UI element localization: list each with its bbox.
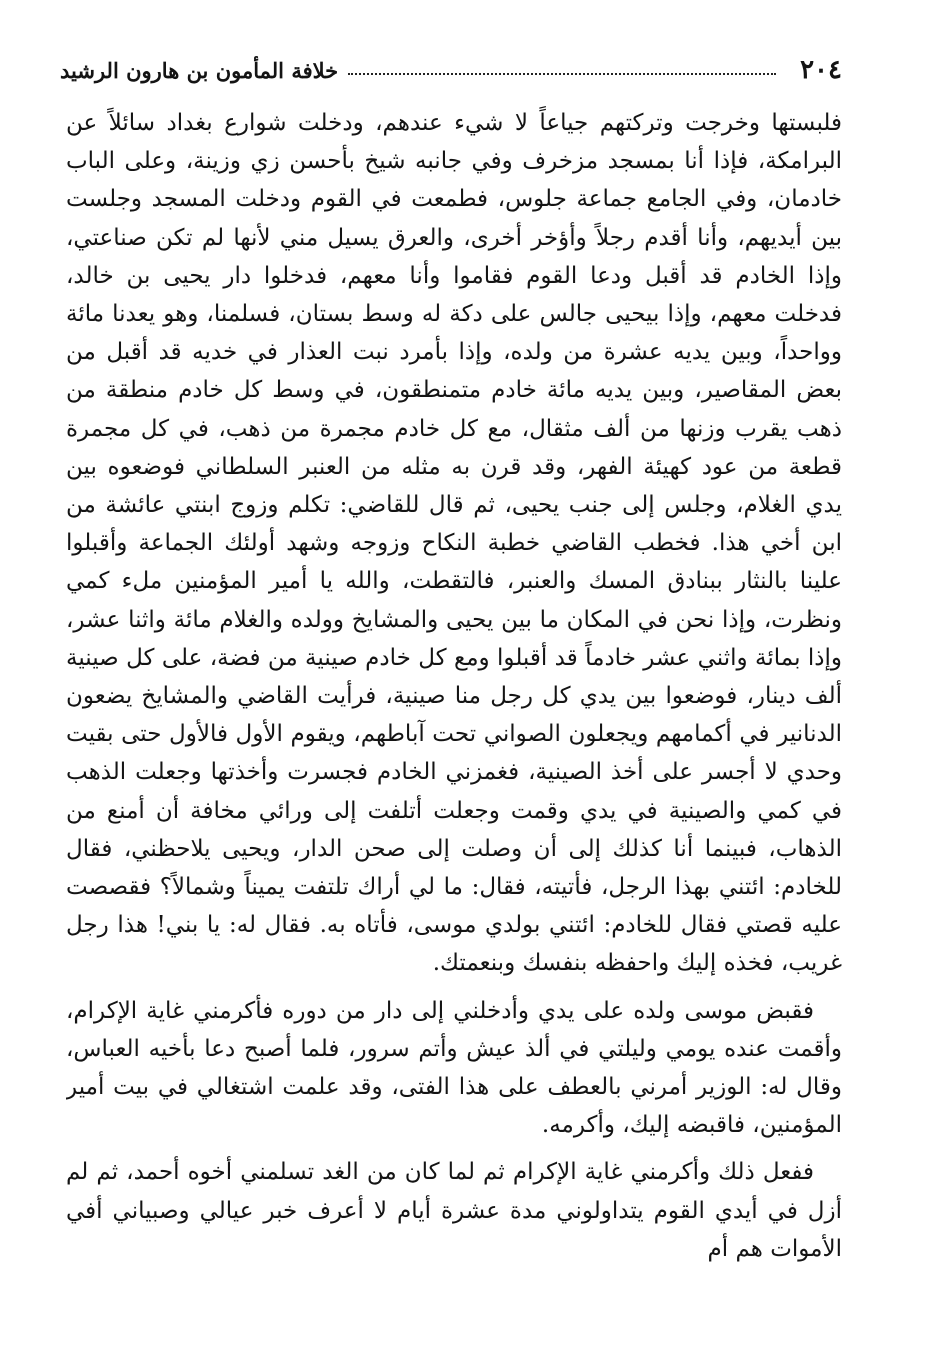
page-number: ٢٠٤ — [800, 55, 842, 85]
header-dotted-leader — [348, 73, 776, 75]
body-text — [66, 104, 842, 1354]
paragraph: فقبض موسى ولده على يدي وأدخلني إلى دار من دوره فأكرمني غاية الإكرام، وأقمت عنده يومي وليلتي في ألذ عيش وأتم سرور، فلما أصبح دعا بأخيه العباس، وقال له: الوزير أمرني بالعطف على هذا الفتى، وقد علمت اشتغالي في بيت أمير المؤمنين، فاقبضه إليك، وأكرمه. — [66, 997, 842, 1139]
page-header — [60, 50, 842, 90]
running-title: خلافة المأمون بن هارون الرشيد — [60, 57, 339, 83]
paragraph: فلبستها وخرجت وتركتهم جياعاً لا شيء عندهم، ودخلت شوارع بغداد سائلاً عن البرامكة، فإذا أنا بمسجد مزخرف وفي جانبه شيخ بأحسن زي وزينة، وعلى الباب خادمان، وفي الجامع جماعة جلوس، فطمعت في القوم ودخلت المسجد وجلست بين أيديهم، وأنا أقدم رجلاً وأؤخر أخرى، والعرق يسيل مني لأنها لم تكن صناعتي، وإذا الخادم قد أقبل ودعا القوم فقاموا وأنا معهم، فدخلوا دار يحيى بن خالد، فدخلت معهم، وإذا بيحيى جالس على دكة له وسط بستان، فسلمنا، وهو يعدنا مائة وواحداً، وبين يديه عشرة من ولده، وإذا بأمرد نبت العذار في خديه قد أقبل من بعض المقاصير، وبين يديه مائة خادم متمنطقون، في وسط كل خادم منطقة من ذهب يقرب وزنها من ألف مثقال، مع كل خادم مجمرة من ذهب، في كل مجمرة قطعة من عود كهيئة الفهر، وقد قرن به مثله من العنبر السلطاني فوضعوه بين يدي الغلام، وجلس إلى جنب يحيى، ثم قال للقاضي: تكلم وزوج ابنتي عائشة من ابن أخي هذا. فخطب القاضي خطبة النكاح وزوجه وشهد أولئك الجماعة وأقبلوا علينا بالنثار ببنادق المسك والعنبر، فالتقطت، والله يا أمير المؤمنين ملء كمي ونظرت، وإذا نحن في المكان ما بين يحيى والمشايخ وولده والغلام مائة واثنا عشر، وإذا بمائة واثني عشر خادماً قد أقبلوا ومع كل خادم صينية من فضة، على كل صينية ألف دينار، فوضعوا بين يدي كل رجل منا صينية، فرأيت القاضي والمشايخ يضعون الدنانير في أكمامهم ويجعلون الصواني تحت آباطهم، ويقوم الأول فالأول حتى بقيت وحدي لا أجسر على أخذ الصينية، فغمزني الخادم فجسرت وأخذتها وجعلت الذهب في كمي والصينية في يدي وقمت وجعلت أتلفت إلى ورائي مخافة أن أمنع من الذهاب، فبينما أنا كذلك إلى أن وصلت إلى صحن الدار، ويحيى يلاحظني، فقال للخادم: ائتني بهذا الرجل، فأتيته، فقال: ما لي أراك تلتفت يميناً وشمالاً؟ فقصصت عليه قصتي فقال للخادم: ائتني بولدي موسى، فأتاه به. فقال له: يا بني! هذا رجل غريب، فخذه إليك واحفظه بنفسك وبنعمتك. — [66, 110, 842, 977]
paragraph: ففعل ذلك وأكرمني غاية الإكرام ثم لما كان من الغد تسلمني أخوه أحمد، ثم لم أزل في أيدي القوم يتداولوني مدة عشرة أيام لا أعرف خبر عيالي وصبياني أفي الأموات هم أم — [66, 1159, 842, 1262]
